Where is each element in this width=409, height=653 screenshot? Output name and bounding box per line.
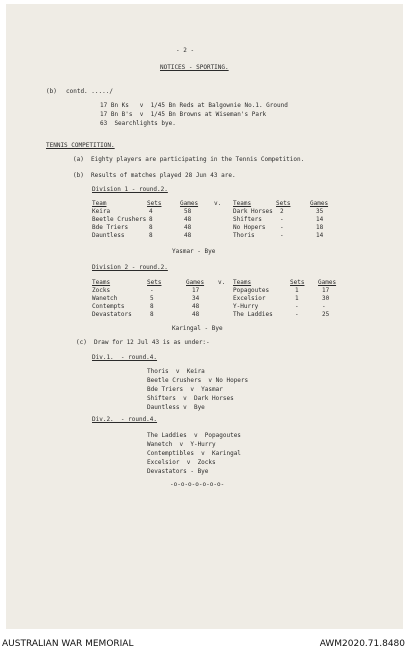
table-cell: 1 — [295, 295, 299, 302]
draw-fixture: Excelsior v Zocks — [147, 459, 216, 466]
draw-fixture: Wanetch v Y-Hurry — [147, 441, 216, 448]
div2-col-games: Games — [186, 279, 205, 286]
table-cell: 17 — [192, 287, 200, 294]
table-cell: 8 — [150, 303, 154, 310]
table-cell: - — [280, 224, 284, 231]
table-cell: - — [295, 303, 299, 310]
draw-fixture: Beetle Crushers v No Hopers — [147, 377, 249, 384]
table-cell: - — [280, 216, 284, 223]
div2-col-sets: Sets — [147, 279, 162, 286]
table-cell: 35 — [316, 208, 324, 215]
fixture-line: 17 Bn B's v 1/45 Bn Browns at Wiseman's Park — [100, 111, 267, 118]
div1-heading: Division 1 - round.2. — [92, 186, 168, 193]
div2-col-games2: Games — [318, 279, 337, 286]
table-cell: Zocks — [92, 287, 111, 294]
table-cell: 14 — [316, 232, 324, 239]
draw-fixture: Contemptibles v Karingal — [147, 450, 241, 457]
table-cell: 48 — [192, 311, 200, 318]
table-cell: 48 — [184, 232, 192, 239]
div1-col-games: Games — [180, 200, 199, 207]
div1-col-sets2: Sets — [276, 200, 291, 207]
table-cell: Excelsior — [233, 295, 266, 302]
table-cell: Shifters — [233, 216, 262, 223]
table-cell: 18 — [316, 224, 324, 231]
footer-credit: AUSTRALIAN WAR MEMORIAL — [2, 639, 134, 649]
table-cell: 8 — [149, 216, 153, 223]
table-cell: 48 — [184, 224, 192, 231]
table-cell: - — [150, 287, 154, 294]
div1-col-team2: Teams — [233, 200, 252, 207]
div1-col-games2: Games — [310, 200, 329, 207]
table-cell: Dauntless — [92, 232, 125, 239]
table-cell: Thoris — [233, 232, 255, 239]
table-cell: 8 — [150, 311, 154, 318]
draw-line: (c) Draw for 12 Jul 43 is as under:- — [76, 339, 210, 346]
table-cell: 48 — [184, 216, 192, 223]
footer-bar — [0, 630, 409, 653]
table-cell: 4 — [149, 208, 153, 215]
draw-fixture: Thoris v Keira — [147, 368, 205, 375]
fixture-line: 17 Bn Ks v 1/45 Bn Reds at Balgownie No.1. Ground — [100, 102, 288, 109]
table-cell: 58 — [184, 208, 192, 215]
draw-fixture: The Laddies v Popagoutes — [147, 432, 241, 439]
end-mark: -o-o-o-o-o-o-o- — [170, 481, 225, 488]
table-cell: 48 — [192, 303, 200, 310]
tennis-item-a: (a) Eighty players are participating in the Tennis Competition. — [73, 156, 305, 163]
table-cell: Y-Hurry — [233, 303, 259, 310]
div2-col-team2: Teams — [233, 279, 252, 286]
fixture-line: 63 Searchlights bye. — [100, 120, 176, 127]
div1-col-team: Team — [92, 200, 107, 207]
draw-div2-heading: Div.2. - round.4. — [92, 416, 158, 423]
document-page — [6, 4, 403, 629]
tennis-heading: TENNIS COMPETITION. — [46, 142, 115, 149]
section-b-prefix: (b) — [46, 88, 57, 95]
table-cell: Contempts — [92, 303, 125, 310]
section-b-text: contd. ...../ — [66, 88, 113, 95]
table-cell: - — [295, 311, 299, 318]
table-cell: The Laddies — [233, 311, 273, 318]
div2-col-vs: v. — [218, 279, 226, 286]
draw-fixture: Bde Triers v Yasmar — [147, 386, 223, 393]
table-cell: No Hopers — [233, 224, 266, 231]
table-cell: Beetle Crushers — [92, 216, 147, 223]
page-heading: NOTICES - SPORTING. — [160, 64, 229, 71]
div2-col-sets2: Sets — [290, 279, 305, 286]
table-cell: 14 — [316, 216, 324, 223]
table-cell: 8 — [149, 224, 153, 231]
div1-col-vs: v. — [214, 200, 222, 207]
table-cell: 34 — [192, 295, 200, 302]
footer-accession-number: AWM2020.71.8480 — [319, 639, 405, 649]
table-cell: 25 — [322, 311, 330, 318]
div2-col-team: Teams — [92, 279, 111, 286]
draw-fixture: Dauntless v Bye — [147, 404, 205, 411]
table-cell: Devastators — [92, 311, 132, 318]
div2-heading: Division 2 - round.2. — [92, 264, 168, 271]
table-cell: 1 — [295, 287, 299, 294]
div1-col-sets: Sets — [147, 200, 162, 207]
draw-fixture: Shifters v Dark Horses — [147, 395, 234, 402]
table-cell: 17 — [322, 287, 330, 294]
table-cell: 5 — [150, 295, 154, 302]
table-cell: - — [322, 303, 326, 310]
table-cell: Popagoutes — [233, 287, 270, 294]
draw-div1-heading: Div.1. - round.4. — [92, 354, 158, 361]
table-cell: - — [280, 232, 284, 239]
table-cell: Bde Triers — [92, 224, 129, 231]
page-number: - 2 - — [176, 47, 195, 54]
div1-bye: Yasmar - Bye — [172, 248, 216, 255]
table-cell: 2 — [280, 208, 284, 215]
table-cell: Wanetch — [92, 295, 118, 302]
draw-fixture: Devastators - Bye — [147, 468, 209, 475]
div2-bye: Karingal - Bye — [172, 325, 223, 332]
table-cell: 8 — [149, 232, 153, 239]
table-cell: 30 — [322, 295, 330, 302]
tennis-item-b: (b) Results of matches played 28 Jun 43 are. — [73, 172, 236, 179]
table-cell: Dark Horses — [233, 208, 273, 215]
table-cell: Keira — [92, 208, 111, 215]
